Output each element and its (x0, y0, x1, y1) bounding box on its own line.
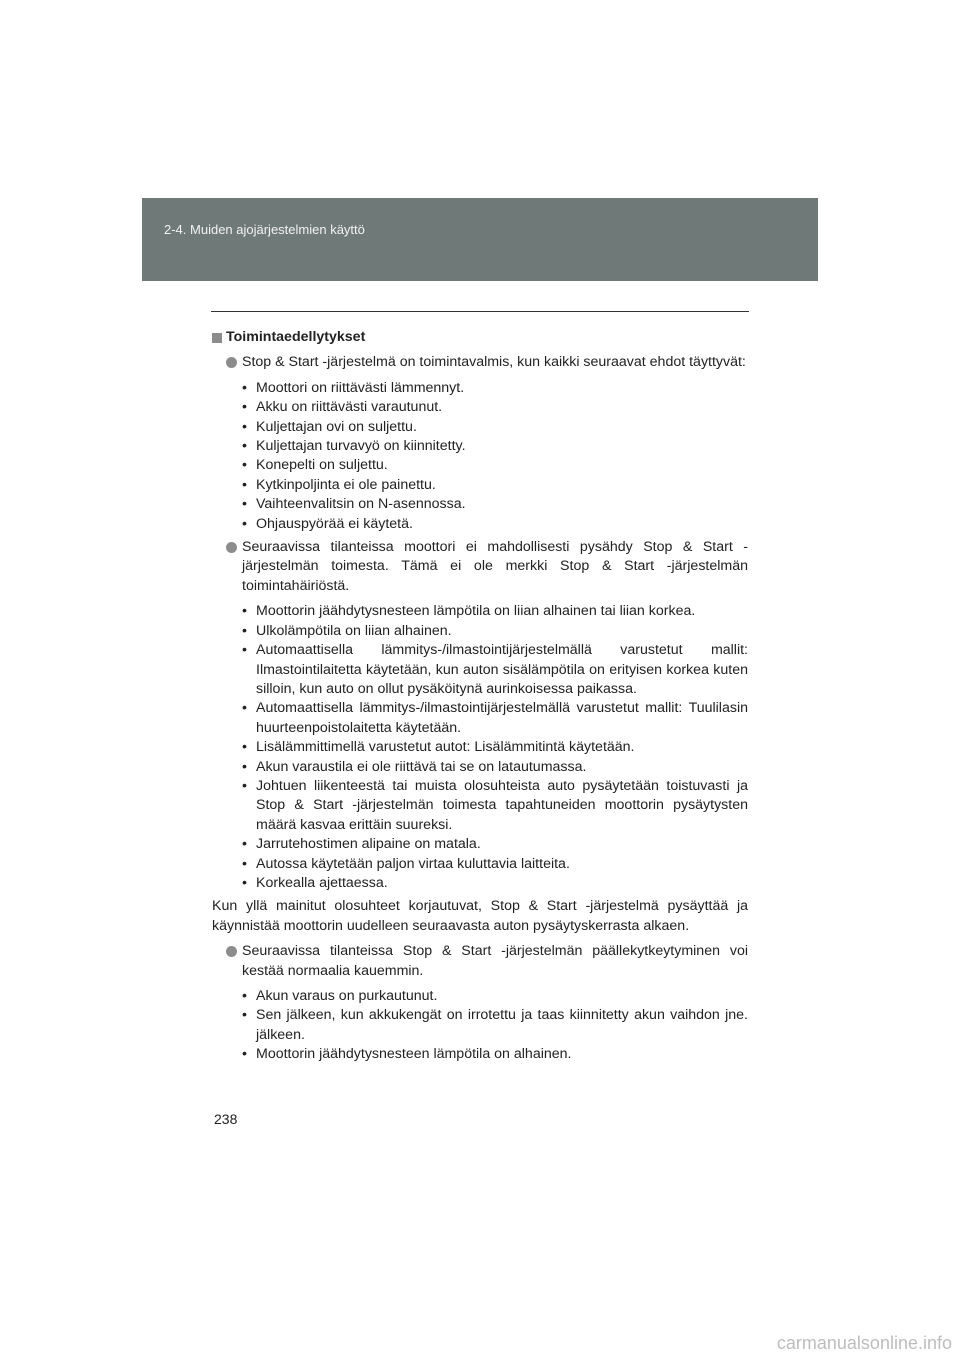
bullet-list-no-stop (212, 602, 748, 893)
chapter-title: 2-4. Muiden ajojärjestelmien käyttö (164, 222, 365, 237)
list-item: • Autossa käytetään paljon virtaa kuluttavia laitteita. (242, 855, 748, 874)
list-item: • Konepelti on suljettu. (242, 456, 748, 475)
list-item: • Johtuen liikenteestä tai muista olosuhteista auto pysäytetään toistuvasti ja Stop & Start -järjestelmän toimesta tapahtuneiden moottorin pysäytysten määrä kasvaa erittäin suureksi. (242, 777, 748, 835)
condition-block-ready (212, 353, 748, 372)
chapter-header (142, 198, 818, 281)
condition-block-no-stop (212, 538, 748, 596)
main-content (212, 328, 748, 1069)
section-heading-text: Toimintaedellytykset (226, 329, 366, 345)
circle-bullet-icon (226, 542, 237, 553)
list-item: • Vaihteenvalitsin on N-asennossa. (242, 495, 748, 514)
block-text: Seuraavissa tilanteissa moottori ei mahdollisesti pysähdy Stop & Start -järjestelmän toimesta. Tämä ei ole merkki Stop & Start -järjestelmän toimintahäiriöstä. (242, 539, 748, 594)
list-item: • Automaattisella lämmitys-/ilmastointijärjestelmällä varustetut mallit: Tuulilasin huurteenpoistolaitetta käytetään. (242, 699, 748, 738)
list-item: • Moottori on riittävästi lämmennyt. (242, 379, 748, 398)
list-item: • Kuljettajan turvavyö on kiinnitetty. (242, 437, 748, 456)
list-item: • Kuljettajan ovi on suljettu. (242, 418, 748, 437)
watermark: carmanualsonline.info (776, 1333, 952, 1353)
list-item: • Ohjauspyörää ei käytetä. (242, 515, 748, 534)
square-bullet-icon (212, 333, 222, 343)
circle-bullet-icon (226, 357, 237, 368)
circle-bullet-icon (226, 946, 237, 957)
block-text: Stop & Start -järjestelmä on toimintavalmis, kun kaikki seuraavat ehdot täyttyvät: (242, 354, 746, 371)
list-item: • Akun varaustila ei ole riittävä tai se on latautumassa. (242, 758, 748, 777)
list-item: • Korkealla ajettaessa. (242, 874, 748, 893)
list-item: • Ulkolämpötila on liian alhainen. (242, 622, 748, 641)
list-item: • Akun varaus on purkautunut. (242, 987, 748, 1006)
page-number: 238 (214, 1111, 238, 1127)
list-item: • Jarrutehostimen alipaine on matala. (242, 835, 748, 854)
list-item: • Sen jälkeen, kun akkukengät on irrotettu ja taas kiinnitetty akun vaihdon jne. jälkeen. (242, 1006, 748, 1045)
section-heading (212, 328, 748, 347)
list-item: • Moottorin jäähdytysnesteen lämpötila on liian alhainen tai liian korkea. (242, 602, 748, 621)
condition-block-delay (212, 942, 748, 981)
restore-note: Kun yllä mainitut olosuhteet korjautuvat, Stop & Start -järjestelmä pysäyttää ja käynnistää moottorin uudelleen seuraavasta auton pysäytyskerrasta alkaen. (212, 898, 748, 934)
list-item: • Automaattisella lämmitys-/ilmastointijärjestelmällä varustetut mallit: Ilmastointilaitetta käytetään, kun auton sisälämpötila on erityisen korkea kuten silloin, kun auto on ollut pysäköitynä aurinkoisessa paikassa. (242, 641, 748, 699)
section-divider (211, 311, 749, 312)
list-item: • Lisälämmittimellä varustetut autot: Lisälämmitintä käytetään. (242, 738, 748, 757)
list-item: • Akku on riittävästi varautunut. (242, 398, 748, 417)
list-item: • Kytkinpoljinta ei ole painettu. (242, 476, 748, 495)
bullet-list-delay (212, 987, 748, 1065)
list-item: • Moottorin jäähdytysnesteen lämpötila on alhainen. (242, 1045, 748, 1064)
bullet-list-ready (212, 379, 748, 534)
block-text: Seuraavissa tilanteissa Stop & Start -järjestelmän päällekytkeytyminen voi kestää normaalia kauemmin. (242, 943, 748, 979)
